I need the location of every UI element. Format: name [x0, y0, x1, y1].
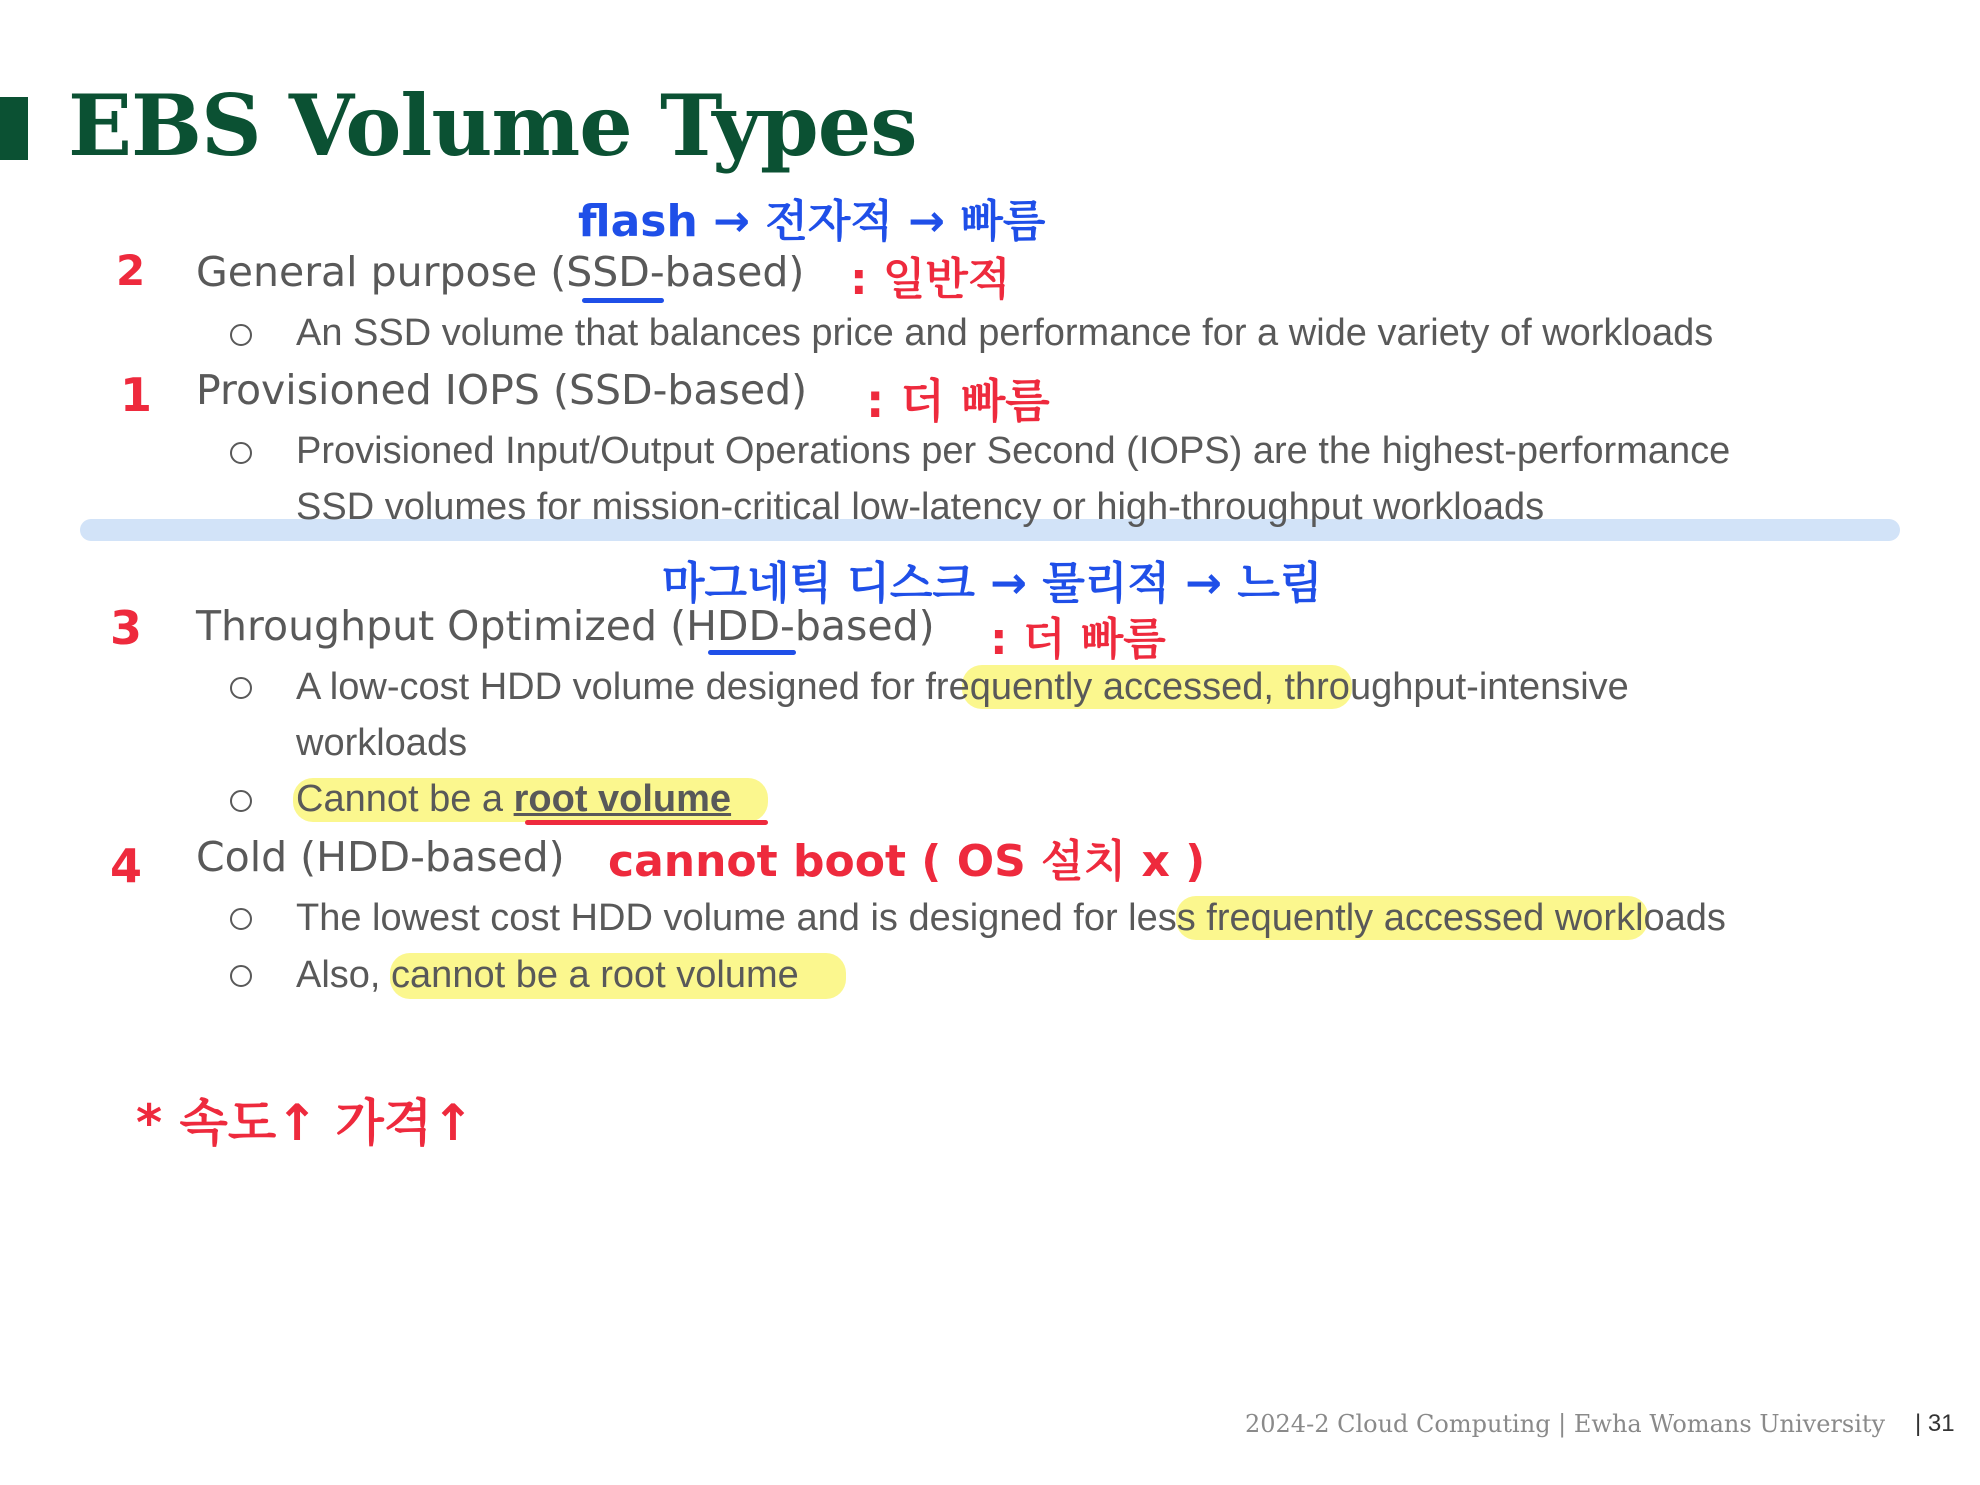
bold-root-volume: root volume — [513, 778, 732, 820]
item-text-throughput-3 — [296, 777, 731, 823]
blue-underline-ssd — [582, 298, 664, 303]
bullet-circle — [230, 965, 252, 987]
handwritten-ssd-note: flash → 전자적 → 빠름 — [578, 196, 1046, 247]
item-text-provisioned-iops-1: Provisioned Input/Output Operations per Second (IOPS) are the highest-performance — [296, 430, 1731, 472]
item-text-throughput-2: workloads — [296, 722, 468, 764]
handwritten-hdd-note: 마그네틱 디스크 → 물리적 → 느림 — [662, 558, 1323, 609]
highlighted-text-frequently-accessed: frequently accessed, — [925, 666, 1274, 708]
bullet-circle — [230, 442, 252, 464]
page-number: | 31 — [1915, 1410, 1955, 1437]
text-segment: The lowest cost HDD volume and is designed for — [296, 897, 1129, 939]
rank-annotation-3: 3 — [110, 601, 143, 655]
bullet-circle — [230, 790, 252, 812]
item-heading-general-purpose: General purpose (SSD-based) — [196, 248, 805, 296]
text-segment: Cannot be a — [296, 778, 514, 820]
red-underline-root-volume — [525, 820, 768, 825]
item-text-general-purpose: An SSD volume that balances price and performance for a wide variety of workloads — [296, 312, 1714, 354]
rank-annotation-2: 2 — [116, 246, 146, 295]
bullet-circle — [230, 324, 252, 346]
highlighted-text-less-frequently: less frequently accessed — [1128, 897, 1545, 939]
handwritten-provisioned-note: : 더 빠름 — [866, 374, 1050, 428]
slide-footer: 2024-2 Cloud Computing | Ewha Womans University — [1245, 1410, 1886, 1438]
slide-title: EBS Volume Types — [68, 76, 917, 175]
text-segment: throughput-intensive — [1273, 666, 1629, 708]
item-text-cold-2 — [296, 953, 799, 999]
item-heading-provisioned-iops: Provisioned IOPS (SSD-based) — [196, 366, 808, 414]
highlighted-text-cannot-root: cannot be a root volume — [391, 954, 799, 996]
text-segment: A low-cost HDD volume designed for — [296, 666, 926, 708]
title-accent-bar — [0, 97, 28, 160]
handwritten-throughput-note: : 더 빠름 — [990, 614, 1166, 665]
handwritten-bottom-note: * 속도↑ 가격↑ — [136, 1094, 474, 1152]
blue-underline-hdd — [708, 650, 796, 655]
item-text-throughput-1 — [296, 665, 1629, 711]
item-heading-throughput-optimized: Throughput Optimized (HDD-based) — [196, 602, 935, 650]
handwritten-cold-note: cannot boot ( OS 설치 x ) — [608, 836, 1206, 887]
rank-annotation-1: 1 — [120, 368, 153, 422]
bullet-circle — [230, 677, 252, 699]
handwritten-general-note: : 일반적 — [850, 254, 1011, 305]
bullet-circle — [230, 908, 252, 930]
item-text-provisioned-iops-2: SSD volumes for mission-critical low-latency or high-throughput workloads — [296, 486, 1545, 528]
item-text-cold-1 — [296, 896, 1726, 942]
text-segment: Also, — [296, 954, 392, 996]
item-heading-cold: Cold (HDD-based) — [196, 833, 565, 881]
text-segment: workloads — [1544, 897, 1726, 939]
rank-annotation-4: 4 — [110, 839, 143, 893]
